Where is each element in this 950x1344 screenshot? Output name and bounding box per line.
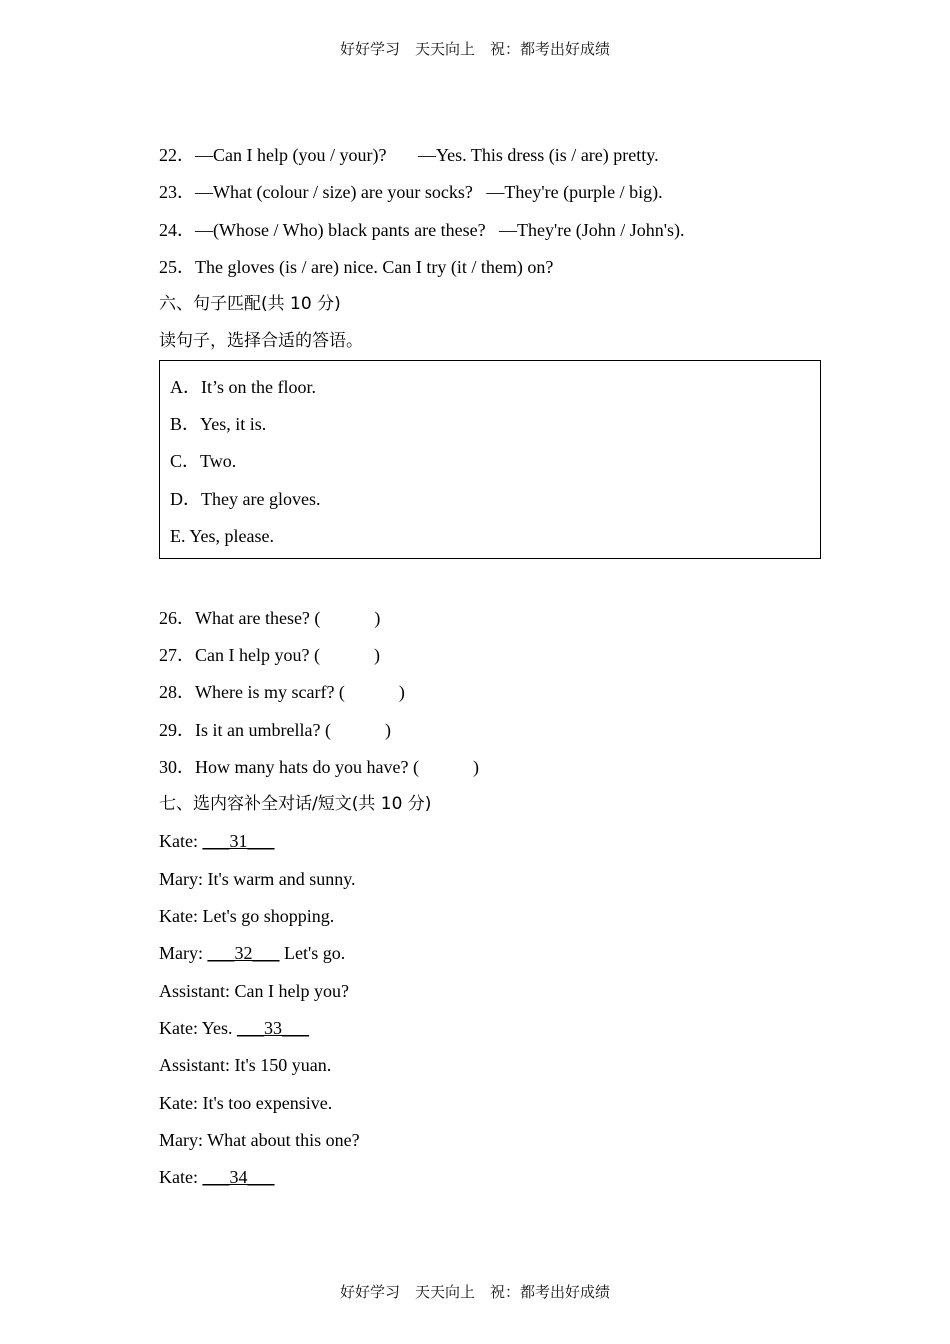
option-d: D．They are gloves.: [170, 489, 321, 509]
dialogue-line: [159, 1092, 332, 1114]
dialogue-text: Kate: Let's go shopping.: [159, 906, 335, 926]
question-23: 23．—What (colour / size) are your socks? —They're (purple / big).: [159, 182, 663, 202]
question-28: 28．Where is my scarf? ( ): [159, 682, 405, 702]
dialogue-text: Kate:: [159, 831, 203, 851]
dialogue-line: [159, 1166, 274, 1188]
dialogue-text: Kate: Yes.: [159, 1018, 238, 1038]
dialogue-text: Mary: It's warm and sunny.: [159, 869, 356, 889]
page-header: 好好学习 天天向上 祝：都考出好成绩: [339, 40, 610, 58]
blank-32: ___32___: [207, 943, 280, 963]
dialogue-text: Assistant: It's 150 yuan.: [159, 1055, 332, 1075]
question-29: 29．Is it an umbrella? ( ): [159, 720, 391, 740]
question-26: 26．What are these? ( ): [159, 608, 381, 628]
dialogue-text: Mary: What about this one?: [159, 1130, 360, 1150]
option-c: C．Two.: [170, 451, 237, 471]
dialogue-line: [159, 1054, 331, 1076]
dialogue-text: Mary:: [159, 943, 208, 963]
section-7-title: 七、选内容补全对话/短文(共 10 分): [159, 794, 432, 814]
dialogue-text: Kate:: [159, 1167, 203, 1187]
blank-34: ___34___: [202, 1167, 275, 1187]
dialogue-line: [159, 980, 349, 1002]
dialogue-line: [159, 942, 345, 964]
question-25: 25．The gloves (is / are) nice. Can I try (it / them) on?: [159, 257, 554, 277]
option-b: B．Yes, it is.: [170, 414, 267, 434]
answer-options-box: [159, 360, 821, 559]
section-6-title: 六、句子匹配(共 10 分): [159, 294, 341, 314]
dialogue-line: [159, 868, 356, 890]
question-24: 24．—(Whose / Who) black pants are these? —They're (John / John's).: [159, 220, 685, 240]
option-e: E. Yes, please.: [170, 526, 274, 546]
blank-31: ___31___: [202, 831, 275, 851]
dialogue-text: Assistant: Can I help you?: [159, 981, 349, 1001]
section-6-instruction: 读句子，选择合适的答语。: [159, 331, 363, 351]
question-30: 30．How many hats do you have? ( ): [159, 757, 479, 777]
dialogue-line: [159, 905, 334, 927]
blank-33: ___33___: [237, 1018, 310, 1038]
question-22: 22．—Can I help (you / your)? —Yes. This dress (is / are) pretty.: [159, 145, 659, 165]
dialogue-line: [159, 1129, 360, 1151]
dialogue-text: Kate: It's too expensive.: [159, 1093, 333, 1113]
dialogue-line: [159, 830, 274, 852]
dialogue-text: Let's go.: [279, 943, 346, 963]
option-a: A．It’s on the floor.: [170, 377, 316, 397]
dialogue-line: [159, 1017, 309, 1039]
page-footer: 好好学习 天天向上 祝：都考出好成绩: [339, 1283, 610, 1301]
question-27: 27．Can I help you? ( ): [159, 645, 380, 665]
